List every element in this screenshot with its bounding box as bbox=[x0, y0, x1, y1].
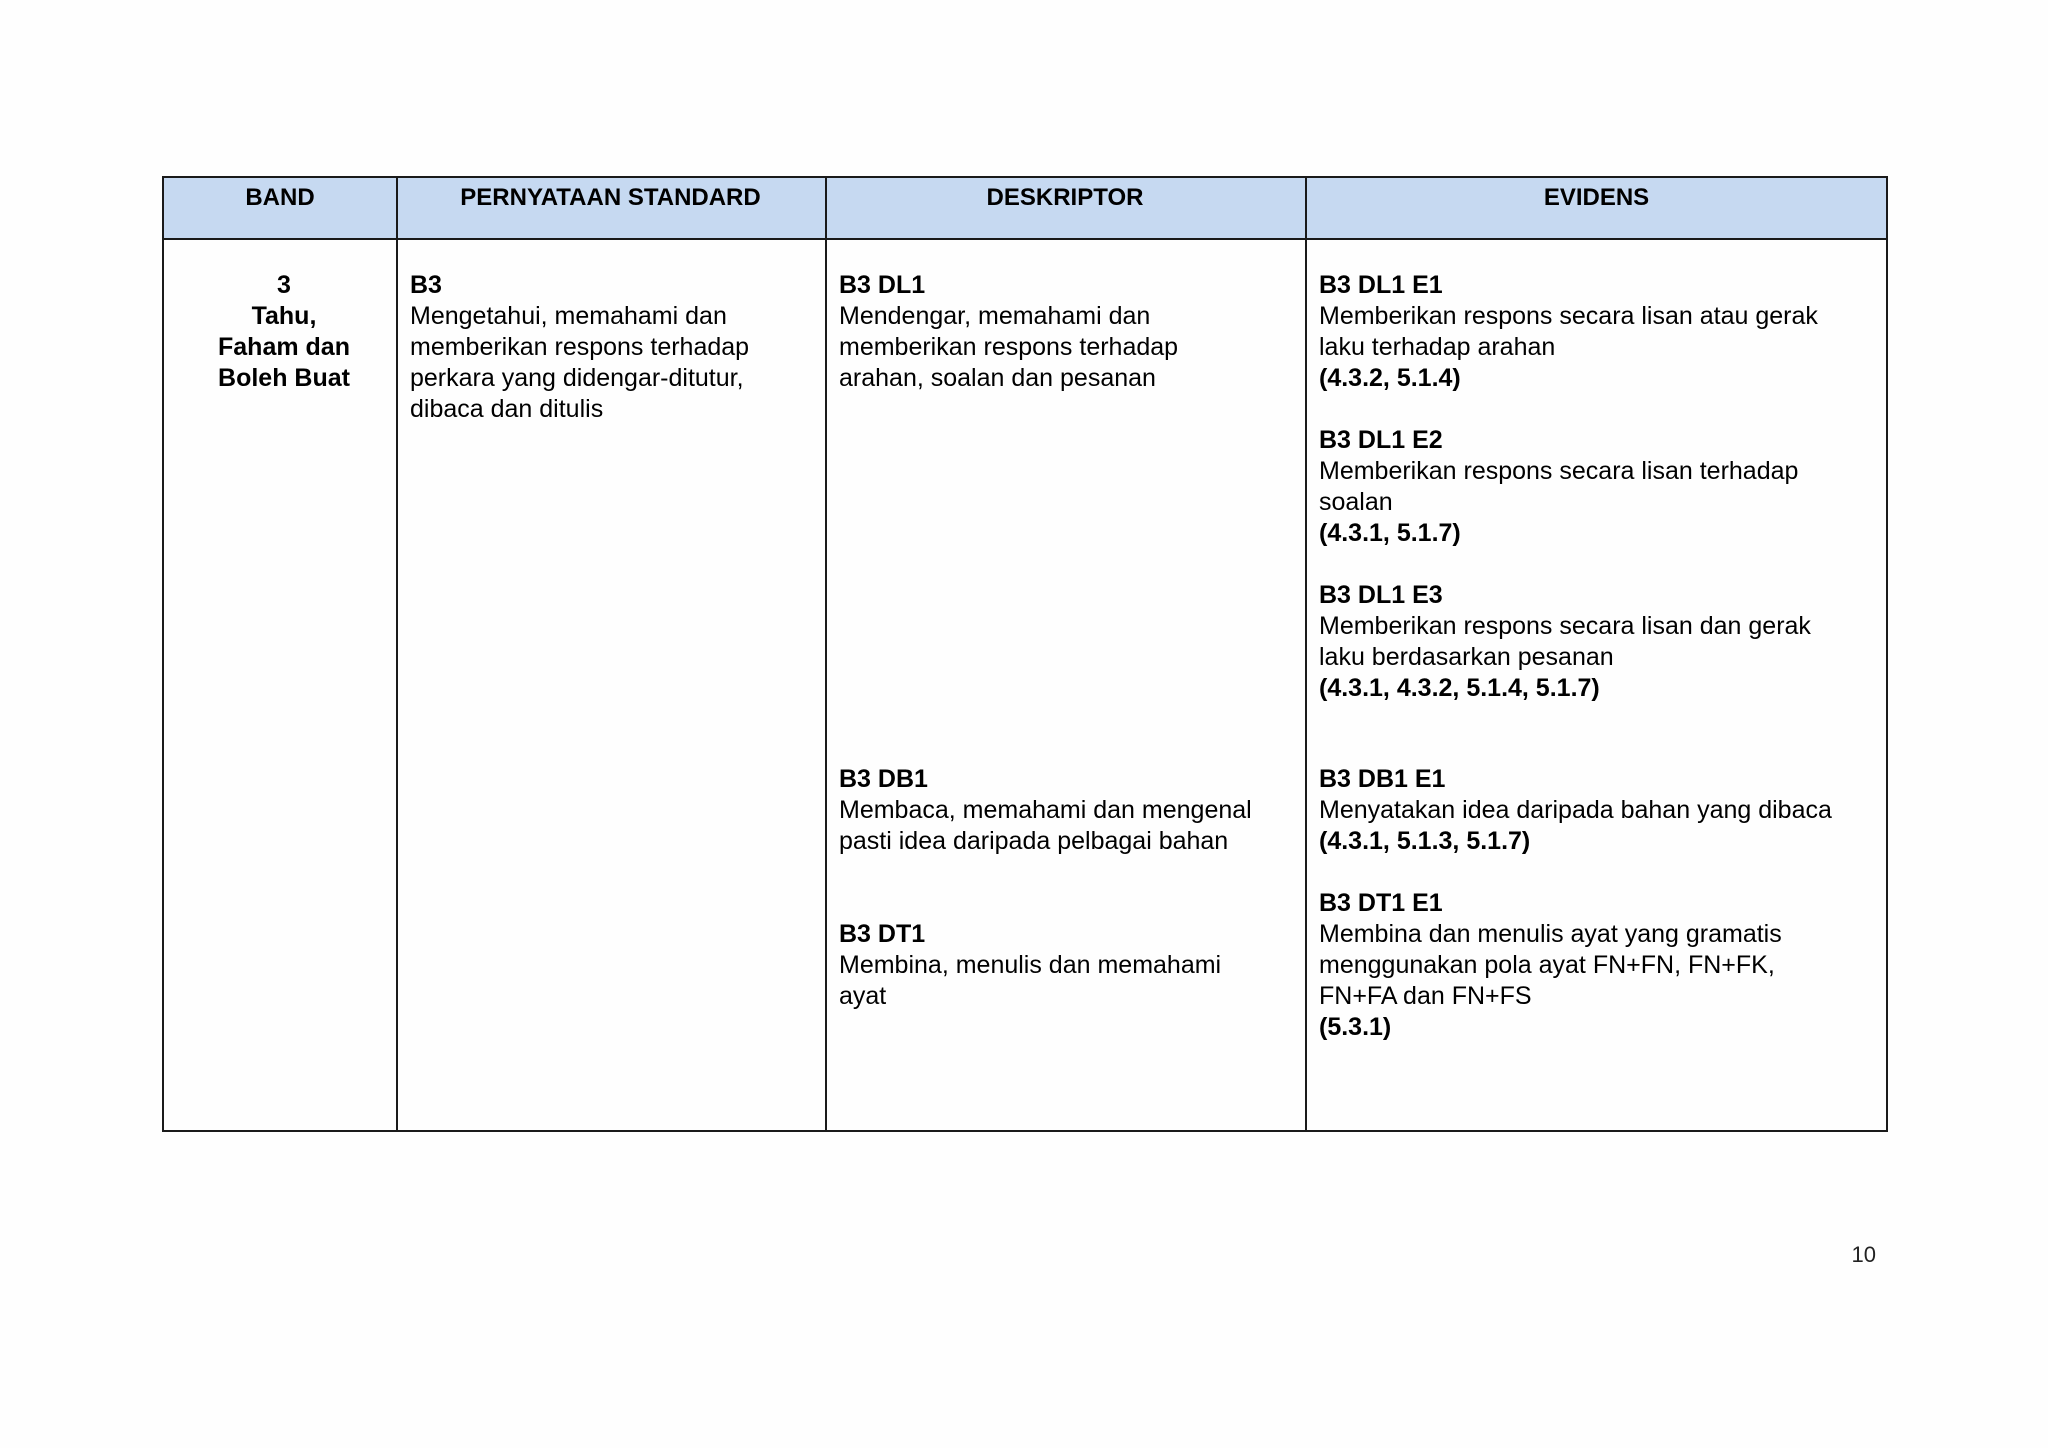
band-cell bbox=[204, 270, 364, 394]
deskriptor-text-line: Mendengar, memahami dan bbox=[839, 302, 1151, 330]
standard-table bbox=[162, 176, 1888, 1132]
evidens-text-line: Memberikan respons secara lisan dan gerak bbox=[1319, 612, 1811, 640]
band-label-line: Faham dan bbox=[218, 333, 350, 361]
evidens-text-line: menggunakan pola ayat FN+FN, FN+FK, bbox=[1319, 951, 1775, 979]
pernyataan-text-line: dibaca dan ditulis bbox=[410, 395, 604, 423]
evidens-reference: (4.3.1, 4.3.2, 5.1.4, 5.1.7) bbox=[1319, 674, 1600, 702]
deskriptor-text-line: pasti idea daripada pelbagai bahan bbox=[839, 827, 1229, 855]
evidens-reference: (4.3.2, 5.1.4) bbox=[1319, 364, 1461, 392]
deskriptor-dl1 bbox=[839, 270, 1299, 394]
pernyataan-text-line: memberikan respons terhadap bbox=[410, 333, 750, 361]
deskriptor-code: B3 DL1 bbox=[839, 271, 926, 299]
deskriptor-db1 bbox=[839, 764, 1299, 857]
deskriptor-dt1 bbox=[839, 919, 1299, 1012]
deskriptor-code: B3 DT1 bbox=[839, 920, 926, 948]
page-number: 10 bbox=[1851, 1242, 1876, 1267]
header-band: BAND bbox=[245, 184, 315, 211]
header-evidens: EVIDENS bbox=[1543, 184, 1650, 211]
evidens-text-line: Memberikan respons secara lisan atau gerak bbox=[1319, 302, 1818, 330]
evidens-code: B3 DB1 E1 bbox=[1319, 765, 1446, 793]
band-label-line: Tahu, bbox=[251, 302, 317, 330]
evidens-text-line: soalan bbox=[1319, 488, 1393, 516]
pernyataan-cell bbox=[410, 270, 820, 425]
deskriptor-text-line: arahan, soalan dan pesanan bbox=[839, 364, 1156, 392]
pernyataan-code: B3 bbox=[410, 271, 442, 299]
deskriptor-text-line: Membaca, memahami dan mengenal bbox=[839, 796, 1252, 824]
evidens-dl1-group bbox=[1319, 270, 1885, 704]
evidens-text-line: Membina dan menulis ayat yang gramatis bbox=[1319, 920, 1782, 948]
evidens-text-line: Memberikan respons secara lisan terhadap bbox=[1319, 457, 1799, 485]
evidens-text-line: laku terhadap arahan bbox=[1319, 333, 1556, 361]
evidens-db1-dt1-group bbox=[1319, 764, 1885, 1043]
column-divider bbox=[825, 178, 827, 1130]
evidens-code: B3 DT1 E1 bbox=[1319, 889, 1443, 917]
deskriptor-text-line: ayat bbox=[839, 982, 887, 1010]
column-divider bbox=[396, 178, 398, 1130]
deskriptor-text-line: memberikan respons terhadap bbox=[839, 333, 1179, 361]
deskriptor-text-line: Membina, menulis dan memahami bbox=[839, 951, 1222, 979]
evidens-reference: (5.3.1) bbox=[1319, 1013, 1392, 1041]
evidens-code: B3 DL1 E2 bbox=[1319, 426, 1443, 454]
evidens-text-line: Menyatakan idea daripada bahan yang dibaca bbox=[1319, 796, 1832, 824]
band-label-line: Boleh Buat bbox=[218, 364, 350, 392]
header-pernyataan-standard: PERNYATAAN STANDARD bbox=[460, 184, 761, 211]
evidens-code: B3 DL1 E3 bbox=[1319, 581, 1443, 609]
evidens-reference: (4.3.1, 5.1.7) bbox=[1319, 519, 1461, 547]
band-number: 3 bbox=[277, 271, 291, 299]
column-divider bbox=[1305, 178, 1307, 1130]
evidens-reference: (4.3.1, 5.1.3, 5.1.7) bbox=[1319, 827, 1531, 855]
evidens-text-line: laku berdasarkan pesanan bbox=[1319, 643, 1614, 671]
header-deskriptor: DESKRIPTOR bbox=[986, 184, 1144, 211]
evidens-text-line: FN+FA dan FN+FS bbox=[1319, 982, 1532, 1010]
deskriptor-code: B3 DB1 bbox=[839, 765, 928, 793]
pernyataan-text-line: Mengetahui, memahami dan bbox=[410, 302, 727, 330]
pernyataan-text-line: perkara yang didengar-ditutur, bbox=[410, 364, 744, 392]
evidens-code: B3 DL1 E1 bbox=[1319, 271, 1443, 299]
